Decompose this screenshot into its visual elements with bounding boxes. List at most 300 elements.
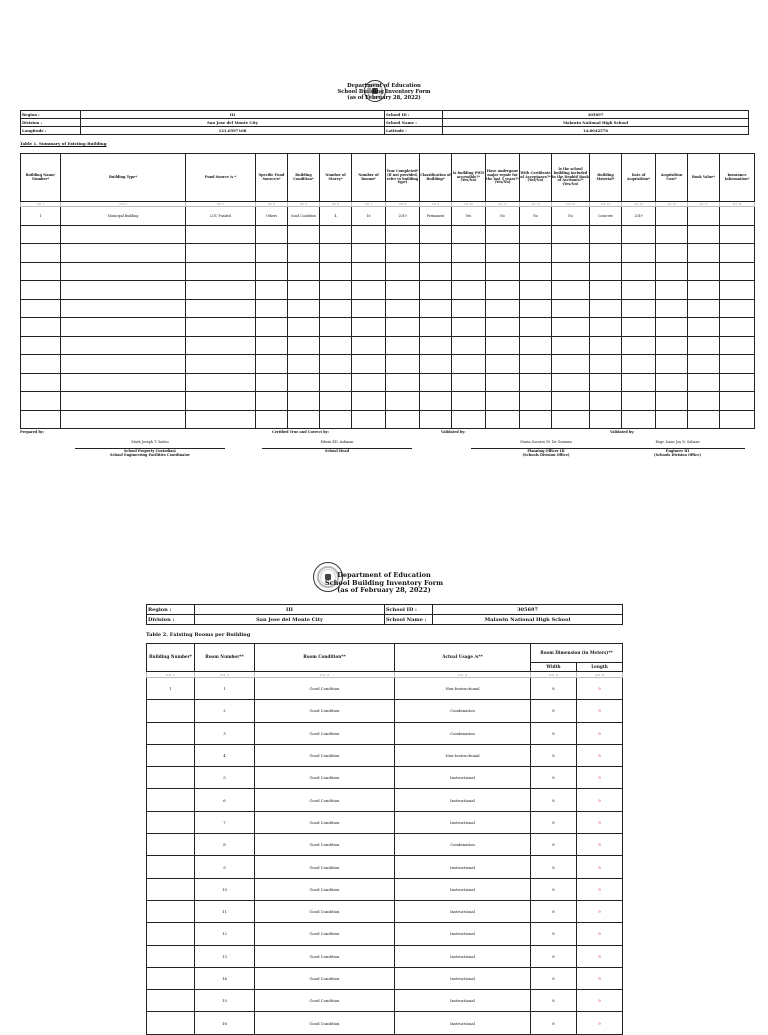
table-cell [256,336,288,355]
table-cell-room: 10 [195,878,255,900]
table-cell [520,410,552,429]
table-cell [720,336,755,355]
certified-name: Edwin ED. Ashman [320,440,354,444]
table-cell [320,410,352,429]
table-cell [21,318,61,337]
prepared-by-block [20,430,240,458]
table-cell-room: 9 [195,856,255,878]
table-cell [486,410,520,429]
table-cell: 1 [21,207,61,226]
table-cell [288,225,320,244]
table-cell [320,373,352,392]
table-cell [622,299,656,318]
school-name-value: Malawin National High School [433,615,623,625]
table-cell-usage: Non-Instructional [395,678,531,700]
table-cell [21,336,61,355]
table-cell [21,281,61,300]
table-cell [352,336,386,355]
table-cell [720,244,755,263]
table-cell [520,318,552,337]
table-cell [622,373,656,392]
table-cell [452,244,486,263]
school-name-label: School Name : [385,119,443,127]
table-cell [386,392,420,411]
table-cell [622,225,656,244]
table-cell-length: 9 [577,878,623,900]
page-2 [0,562,768,598]
table-cell [386,410,420,429]
table-cell-condition: Good Condition [255,678,395,700]
table-cell-usage: Combination [395,700,531,722]
table-cell [420,244,452,263]
table-cell-length: 9 [577,945,623,967]
table-cell-condition: Good Condition [255,767,395,789]
table1-colnum: Col. 13 [552,202,590,207]
table-cell [288,244,320,263]
table-cell [386,336,420,355]
table-cell [552,299,590,318]
table-cell [720,207,755,226]
table-cell [622,281,656,300]
table-cell [656,262,688,281]
table-cell [452,410,486,429]
table-cell-condition: Good Condition [255,789,395,811]
table-cell-usage: Non-Instructional [395,744,531,766]
table-cell-room: 8 [195,834,255,856]
table-cell-length: 9 [577,990,623,1012]
table-cell [256,225,288,244]
division-value: San Jose del Monte City [81,119,385,127]
table-cell-room: 1 [195,678,255,700]
table1-colnum: Col. 1 [21,202,61,207]
prepared-title-1: School Property Custodian/ [123,449,177,453]
table-cell [420,262,452,281]
table-cell [420,225,452,244]
table-cell [386,318,420,337]
table-row [147,878,623,900]
prepared-title-2: School Engineering Facilities Coordinator [110,453,190,458]
table-row [147,767,623,789]
table-cell [688,355,720,374]
table-cell [420,281,452,300]
table-cell [186,262,256,281]
table-cell [352,225,386,244]
table2-colnum: Col. 3 [255,672,395,678]
table-cell [256,281,288,300]
table-cell [590,392,622,411]
table-cell [288,318,320,337]
school-id-value: 305697 [443,111,749,119]
table1-colnum: Col. 2 [61,202,186,207]
table1-col-header: Book Value* [688,154,720,202]
table1-col-header: Is the school building included in the Depbid Book of Accounts?* (Yes/No) [552,154,590,202]
table-cell-width: 8 [531,834,577,856]
table-cell [21,262,61,281]
table1-col-header: Classification of Building* [420,154,452,202]
table-cell [720,392,755,411]
table-cell-building [147,923,195,945]
table-cell [186,336,256,355]
prepared-label: Prepared by: [20,430,45,434]
table-cell [420,392,452,411]
table-cell-condition: Good Condition [255,967,395,989]
table1-col-header: Building Type* [61,154,186,202]
table-cell: 4 [320,207,352,226]
table-cell [590,318,622,337]
table-row [21,299,755,318]
table-cell [256,299,288,318]
table-cell-room: 4 [195,744,255,766]
table-row [21,244,755,263]
table-cell [61,392,186,411]
table-cell [688,318,720,337]
table-row [21,262,755,281]
table-cell [552,281,590,300]
table-cell [256,355,288,374]
table-cell [452,262,486,281]
table-cell [386,373,420,392]
table-cell-building [147,967,195,989]
table-cell-width: 8 [531,744,577,766]
table-cell-condition: Good Condition [255,990,395,1012]
form-title: School Building Inventory Form [324,578,444,587]
table-cell-width: 8 [531,811,577,833]
table1-col-header: Date of Acquisition* [622,154,656,202]
table-cell [452,373,486,392]
table-cell-building [147,744,195,766]
table-cell-usage: Instructional [395,856,531,878]
table-cell [352,281,386,300]
table-cell-building [147,700,195,722]
form-title: School Building Inventory Form [337,88,431,95]
table-row [147,700,623,722]
table-cell [552,373,590,392]
validated1-title-1: Planning Officer III [527,449,565,453]
table-cell [352,318,386,337]
table-cell [386,355,420,374]
latitude-label: Latitude : [385,127,443,135]
table1-col-header: Acquisition Cost* [656,154,688,202]
school-info-table-2 [146,604,623,625]
form-asof: (as of February 28, 2022) [337,586,431,595]
table-cell [720,299,755,318]
validated2-name: Engr. Isaac Joy D. Salinas [655,440,700,444]
table-cell-length: 9 [577,744,623,766]
school-id-label: School ID : [385,605,433,615]
table-row [147,1012,623,1034]
table-cell-room: 3 [195,722,255,744]
table1-colnum: Col. 15 [622,202,656,207]
table-cell [21,392,61,411]
table-cell [552,410,590,429]
table-cell-room: 12 [195,923,255,945]
table-cell [656,299,688,318]
validated-by-block-2 [610,430,760,458]
table-cell [688,281,720,300]
table-cell-room: 5 [195,767,255,789]
table-cell [720,262,755,281]
table-cell [622,336,656,355]
table-cell-room: 7 [195,811,255,833]
table-cell [420,318,452,337]
table-cell [688,244,720,263]
table1-caption: Table 1. Summary of Existing Building [20,141,107,146]
validated2-title-1: Engineer III [665,449,690,453]
table-cell-width: 8 [531,878,577,900]
table-cell [61,318,186,337]
table-cell: LGU Funded [186,207,256,226]
validated1-title [471,449,621,457]
longitude-label: Longitude : [21,127,81,135]
table-cell [590,373,622,392]
table-cell-length: 9 [577,722,623,744]
table-cell [256,318,288,337]
table-cell-usage: Instructional [395,990,531,1012]
existing-buildings-table [20,153,755,429]
table-cell: No [552,207,590,226]
table1-col-header: With Certificate of Acceptance?* (Yes/No) [520,154,552,202]
col-width: Width [531,663,577,672]
table-cell-width: 8 [531,990,577,1012]
prepared-title [75,449,225,457]
table-cell [452,281,486,300]
table-cell [420,410,452,429]
certified-by-block [272,430,432,453]
table-cell-room: 2 [195,700,255,722]
table1-col-header: Number of Rooms* [352,154,386,202]
table-row [147,789,623,811]
table-cell [720,281,755,300]
school-name-label: School Name : [385,615,433,625]
table-cell-length: 9 [577,967,623,989]
table-cell [320,299,352,318]
table-row [147,744,623,766]
table-cell [420,355,452,374]
table2-header-row [147,644,623,663]
col-room-number: Room Number** [195,644,255,672]
table-cell-usage: Instructional [395,945,531,967]
table-cell [21,244,61,263]
validated2-label: Validated by: [610,430,635,434]
table1-col-header: Fund Source /s * [186,154,256,202]
table-cell-room: 15 [195,990,255,1012]
table-cell [590,281,622,300]
table-cell [452,355,486,374]
table-cell [590,410,622,429]
validated1-title-2: (Schools Division Office) [522,453,570,458]
table-cell [320,336,352,355]
table-cell-condition: Good Condition [255,1012,395,1034]
table-row [21,318,755,337]
table-cell-room: 6 [195,789,255,811]
table1-col-header: Specific Fund Source/s* [256,154,288,202]
table-row [21,207,755,226]
table-cell [720,318,755,337]
table-cell-usage: Instructional [395,789,531,811]
table-cell: 2019 [622,207,656,226]
table-cell [21,355,61,374]
table-cell [656,336,688,355]
table-cell [256,373,288,392]
table-cell-length: 9 [577,700,623,722]
form-header [0,78,768,106]
table-cell-width: 8 [531,967,577,989]
table-cell [256,392,288,411]
table-cell-condition: Good Condition [255,700,395,722]
table-cell [656,410,688,429]
existing-rooms-table [146,643,623,1035]
table-cell [452,318,486,337]
table-cell [288,281,320,300]
table-cell [720,355,755,374]
table-cell [520,244,552,263]
table-cell [688,262,720,281]
table-cell-building [147,722,195,744]
table-cell [520,336,552,355]
table2-caption: Table 2. Existing Rooms per Building [146,632,251,638]
table-cell-length: 9 [577,856,623,878]
table-cell [352,299,386,318]
table-cell-room: 13 [195,945,255,967]
table-cell-usage: Instructional [395,811,531,833]
table-cell [288,262,320,281]
table-cell [452,392,486,411]
certified-label: Certified True and Correct by: [272,430,329,434]
table-cell [486,244,520,263]
table-cell [61,262,186,281]
table-cell [61,225,186,244]
dept-name: Department of Education [337,571,431,579]
table-cell-building [147,811,195,833]
table-cell [352,262,386,281]
table-cell-length: 9 [577,811,623,833]
table-cell [186,392,256,411]
table-cell [552,318,590,337]
table-cell-condition: Good Condition [255,834,395,856]
table-cell [288,373,320,392]
table-cell [486,262,520,281]
division-value: San Jose del Monte City [195,615,385,625]
table-cell [386,299,420,318]
table-cell [320,355,352,374]
table-cell-condition: Good Condition [255,722,395,744]
table-cell [186,244,256,263]
table-cell [590,244,622,263]
table-cell-usage: Instructional [395,923,531,945]
table-cell-building [147,1012,195,1034]
table-cell [21,373,61,392]
table2-colnum: Col. 6 [577,672,623,678]
table-cell-room: 14 [195,967,255,989]
table-cell: 2019 [386,207,420,226]
table-cell [61,244,186,263]
table2-colnum: Col. 5 [531,672,577,678]
table-cell [720,410,755,429]
table-cell [656,225,688,244]
table-cell-width: 8 [531,1012,577,1034]
division-label: Division : [147,615,195,625]
table-row [21,355,755,374]
table1-col-header: Have undergone major repair for the last 5 years?* (Yes/No) [486,154,520,202]
table-cell [688,336,720,355]
table-cell [520,299,552,318]
table1-col-header: Number of Storey* [320,154,352,202]
table-row [147,722,623,744]
table-row [21,225,755,244]
table-cell [61,299,186,318]
table1-colnum: Col. 17 [688,202,720,207]
table-cell [186,318,256,337]
table-cell [256,410,288,429]
table-cell [520,392,552,411]
region-value: III [81,111,385,119]
table-cell-condition: Good Condition [255,878,395,900]
table-cell [688,207,720,226]
validated-by-block-1 [441,430,611,458]
table-cell [486,355,520,374]
school-name-value: Malawin National High School [443,119,749,127]
table-cell [486,392,520,411]
table-cell-building [147,878,195,900]
table1-colnum: Col. 4 [256,202,288,207]
table-cell [486,299,520,318]
region-label: Region : [21,111,81,119]
table-cell-building [147,990,195,1012]
table-cell-width: 8 [531,722,577,744]
table-cell [320,281,352,300]
table-cell [61,281,186,300]
col-building-number: Building Number* [147,644,195,672]
table-row [147,967,623,989]
col-actual-usage: Actual Usage /s** [395,644,531,672]
validated1-label: Validated by: [441,430,466,434]
table-cell [552,225,590,244]
table-cell [186,281,256,300]
table-cell [656,281,688,300]
table-cell [256,262,288,281]
table-cell [520,281,552,300]
table-cell-length: 9 [577,923,623,945]
table1-colnum: Col. 18 [720,202,755,207]
table-cell [688,392,720,411]
table-cell-usage: Instructional [395,878,531,900]
table-cell [288,299,320,318]
table-cell [622,318,656,337]
table-cell: Concrete [590,207,622,226]
region-label: Region : [147,605,195,615]
validated2-title-2: (Schools Division Office) [654,453,701,458]
table-cell [21,225,61,244]
table1-col-header: Insurance Information* [720,154,755,202]
col-room-dimension: Room Dimension (in Meters)** [531,644,623,663]
table-cell [386,244,420,263]
table1-col-header: Is building PWD accessible?* (Yes/No) [452,154,486,202]
latitude-value: 14.8042576 [443,127,749,135]
table-cell [486,225,520,244]
table-row [147,900,623,922]
validated2-title [610,449,745,457]
table1-header-row [21,154,755,202]
table-row [147,990,623,1012]
table-cell-width: 8 [531,945,577,967]
table-cell-width: 8 [531,678,577,700]
table-cell [486,373,520,392]
table-cell-width: 8 [531,767,577,789]
table-cell-length: 9 [577,767,623,789]
table-cell [352,410,386,429]
table-row [21,373,755,392]
table-cell-length: 9 [577,834,623,856]
